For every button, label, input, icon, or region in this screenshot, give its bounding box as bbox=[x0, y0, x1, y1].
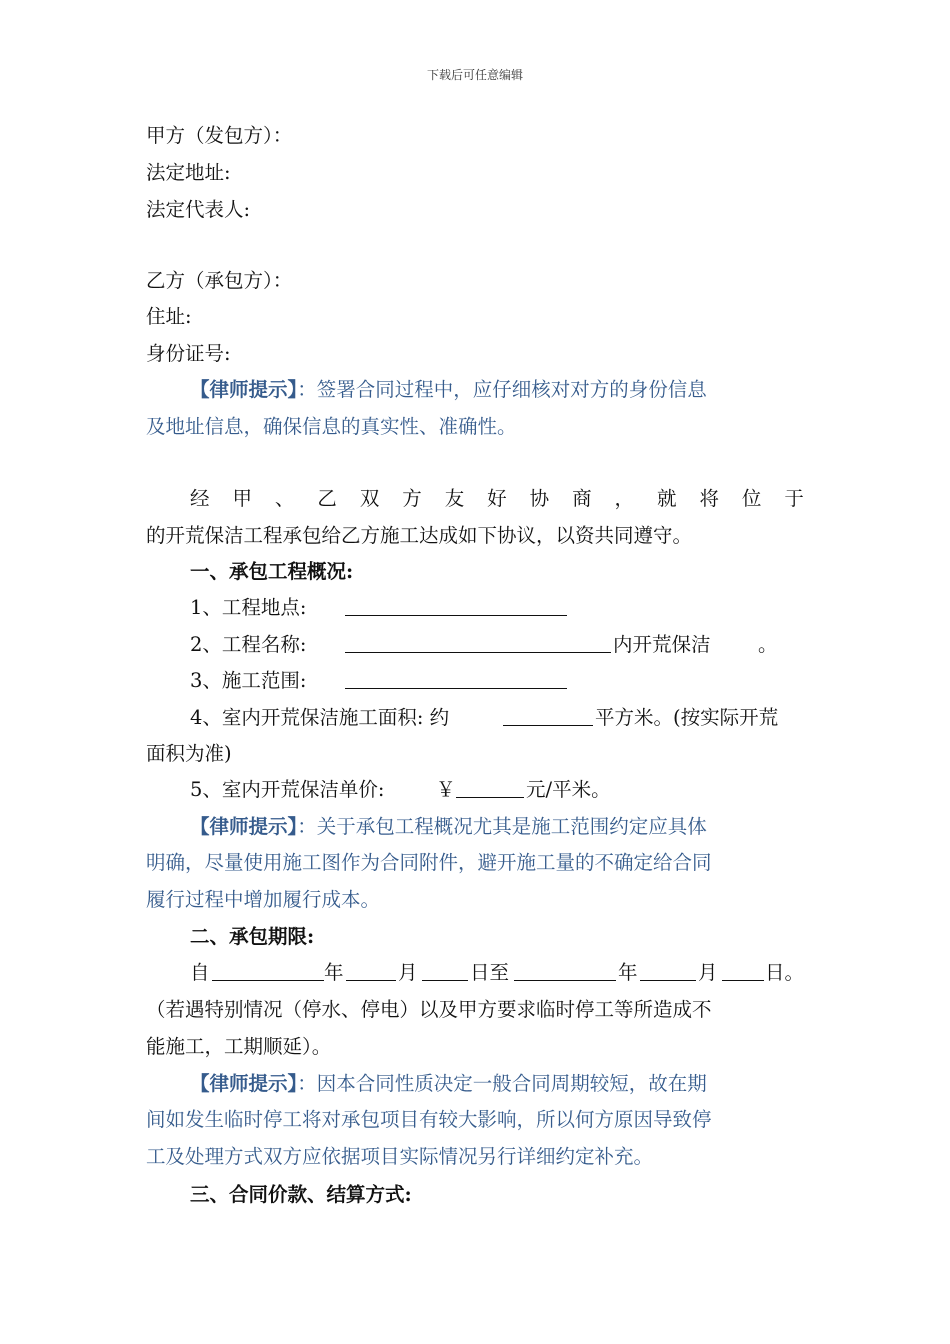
intro-char: 经 bbox=[190, 487, 210, 510]
lawyer-tip-text: ：因本合同性质决定一般合同周期较短，故在期 bbox=[297, 1072, 707, 1095]
lawyer-tip-tag: 【律师提示】 bbox=[190, 378, 298, 401]
intro-char: 协 bbox=[529, 487, 550, 510]
intro-char: 就 bbox=[656, 487, 677, 510]
item-2-project-name bbox=[190, 630, 778, 660]
lawyer-tip-3-line-1 bbox=[190, 1069, 707, 1099]
lawyer-tip-3-line-2: 间如发生临时停工将对承包项目有较大影响，所以何方原因导致停 bbox=[146, 1108, 712, 1131]
intro-char: 好 bbox=[487, 487, 507, 510]
start-day-blank bbox=[422, 958, 468, 981]
party-b-title: 乙方（承包方）： bbox=[146, 269, 293, 292]
year-label: 年 bbox=[324, 961, 344, 984]
lawyer-tip-1-line-1 bbox=[190, 375, 707, 405]
party-a-address: 法定地址: bbox=[146, 161, 231, 184]
lawyer-tip-tag: 【律师提示】 bbox=[190, 815, 298, 838]
intro-char: 于 bbox=[784, 487, 804, 510]
section-3-heading: 三、合同价款、结算方式: bbox=[190, 1183, 412, 1206]
end-day-blank bbox=[722, 958, 764, 981]
project-name-blank bbox=[345, 630, 611, 653]
currency-symbol: ￥ bbox=[436, 778, 456, 801]
price-blank bbox=[456, 775, 524, 798]
intro-char: 方 bbox=[402, 487, 422, 510]
lawyer-tip-2-line-1 bbox=[190, 812, 707, 842]
location-blank bbox=[345, 593, 567, 616]
party-a-title: 甲方（发包方）： bbox=[146, 124, 293, 147]
section-1-heading: 一、承包工程概况: bbox=[190, 560, 354, 583]
party-a-representative: 法定代表人: bbox=[146, 198, 251, 221]
item-4-suffix: 平方米。(按实际开荒 bbox=[595, 706, 779, 729]
scope-blank bbox=[345, 666, 567, 689]
item-5-prefix: 5、室内开荒保洁单价: bbox=[190, 778, 385, 801]
end-month-blank bbox=[640, 958, 696, 981]
lawyer-tip-1-line-2: 及地址信息，确保信息的真实性、准确性。 bbox=[146, 415, 517, 438]
month-label: 月 bbox=[398, 961, 418, 984]
intro-line-1 bbox=[190, 484, 804, 514]
lawyer-tip-3-line-3: 工及处理方式双方应依据项目实际情况另行详细约定补充。 bbox=[146, 1145, 654, 1168]
item-3-label: 3、施工范围: bbox=[190, 669, 307, 692]
item-5-suffix: 元/平米。 bbox=[526, 778, 611, 801]
lawyer-tip-2-line-3: 履行过程中增加履行成本。 bbox=[146, 888, 381, 911]
intro-char: 友 bbox=[444, 487, 465, 510]
item-4-prefix: 4、室内开荒保洁施工面积: 约 bbox=[190, 706, 450, 729]
end-year-blank bbox=[514, 958, 616, 981]
year-label: 年 bbox=[618, 961, 638, 984]
from-label: 自 bbox=[190, 961, 210, 984]
intro-char: 乙 bbox=[317, 487, 337, 510]
item-4-area bbox=[190, 703, 779, 733]
lawyer-tip-tag: 【律师提示】 bbox=[190, 1072, 298, 1095]
intro-char: ， bbox=[614, 487, 635, 510]
section-2-heading: 二、承包期限: bbox=[190, 925, 315, 948]
item-1-label: 1、工程地点: bbox=[190, 596, 307, 619]
item-4-continuation: 面积为准) bbox=[146, 742, 232, 765]
item-1-project-location bbox=[190, 593, 306, 623]
intro-char: 、 bbox=[274, 487, 295, 510]
item-5-unit-price bbox=[190, 775, 611, 805]
day-to-label: 日至 bbox=[470, 961, 510, 984]
contract-period-line bbox=[190, 958, 805, 988]
item-2-end: 。 bbox=[758, 633, 778, 656]
lawyer-tip-text: ：签署合同过程中，应仔细核对对方的身份信息 bbox=[297, 378, 707, 401]
month-label: 月 bbox=[698, 961, 718, 984]
period-note-line-2: 能施工，工期顺延）。 bbox=[146, 1035, 332, 1058]
period-note-line-1: （若遇特别情况（停水、停电）以及甲方要求临时停工等所造成不 bbox=[146, 998, 712, 1021]
lawyer-tip-2-line-2: 明确，尽量使用施工图作为合同附件，避开施工量的不确定给合同 bbox=[146, 851, 712, 874]
area-blank bbox=[503, 703, 593, 726]
intro-char: 双 bbox=[359, 487, 380, 510]
intro-char: 将 bbox=[699, 487, 719, 510]
intro-char: 商 bbox=[572, 487, 592, 510]
item-3-construction-scope bbox=[190, 666, 306, 696]
item-2-label: 2、工程名称: bbox=[190, 633, 307, 656]
intro-char: 甲 bbox=[232, 487, 252, 510]
intro-line-2: 的开荒保洁工程承包给乙方施工达成如下协议，以资共同遵守。 bbox=[146, 524, 693, 547]
day-end-label: 日。 bbox=[765, 961, 805, 984]
party-b-id-number: 身份证号: bbox=[146, 342, 231, 365]
start-month-blank bbox=[346, 958, 396, 981]
start-year-blank bbox=[212, 958, 324, 981]
lawyer-tip-text: ：关于承包工程概况尤其是施工范围约定应具体 bbox=[297, 815, 707, 838]
intro-char: 位 bbox=[741, 487, 762, 510]
item-2-suffix: 内开荒保洁 bbox=[613, 633, 711, 656]
page-header: 下载后可任意编辑 bbox=[426, 68, 523, 82]
party-b-address: 住址: bbox=[146, 305, 192, 328]
